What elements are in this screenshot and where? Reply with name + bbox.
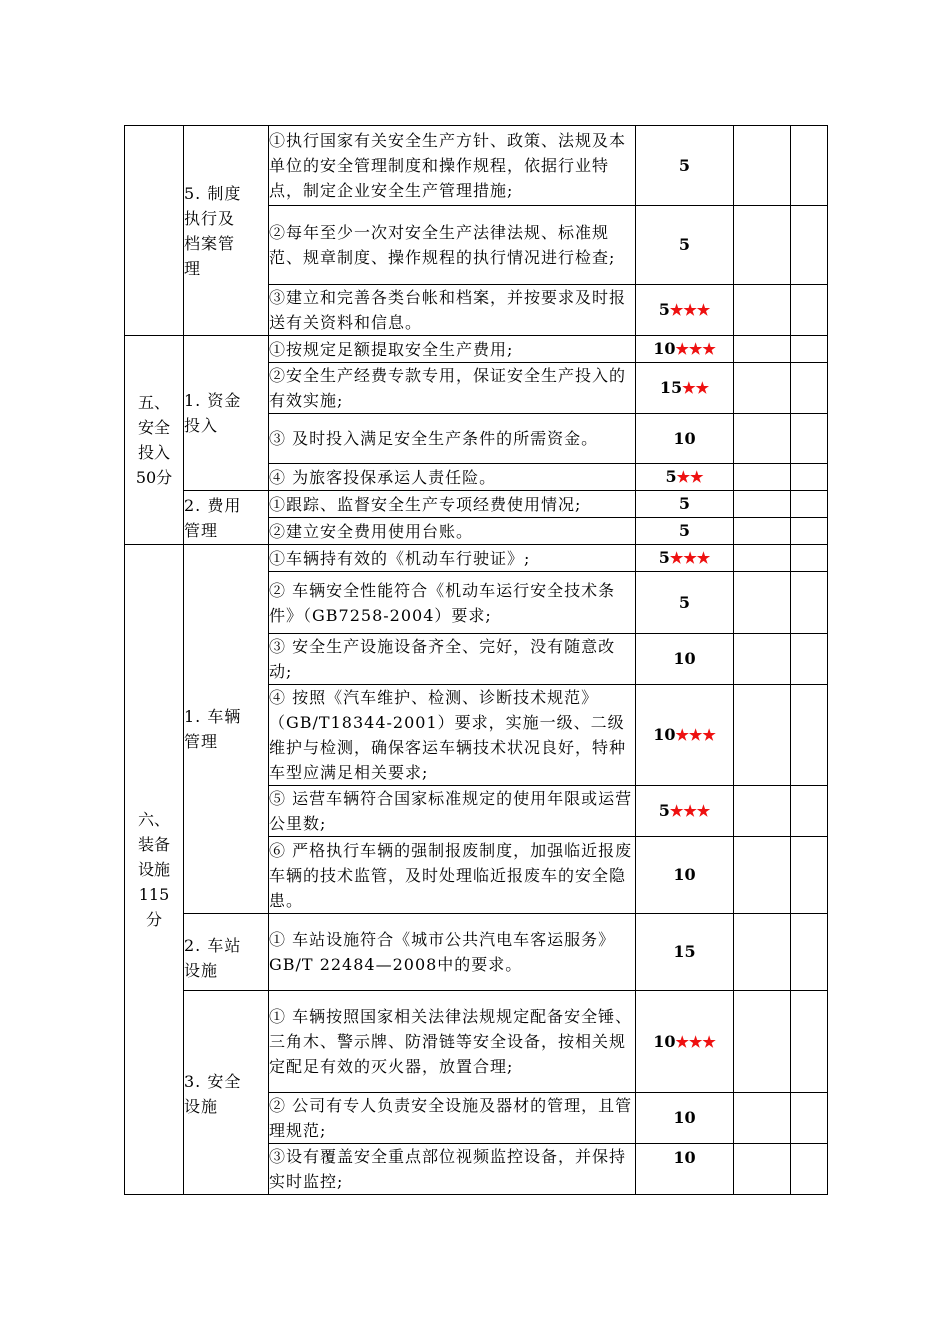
blank-cell: [791, 685, 828, 786]
score-cell: [636, 464, 734, 491]
blank-cell: [734, 491, 791, 518]
blank-cell: [734, 336, 791, 363]
score-cell: [636, 786, 734, 837]
blank-cell: [791, 634, 828, 685]
item-text: ②每年至少一次对安全生产法律法规、标准规范、规章制度、操作规程的执行情况进行检查;: [269, 206, 636, 285]
score-value: 10: [653, 1031, 676, 1051]
star-rating: ★★★: [675, 340, 716, 358]
score-value: 5: [658, 801, 670, 820]
category-equipment-facilities: 六、 装备 设施 115 分: [125, 545, 184, 1195]
blank-cell: [734, 285, 791, 336]
subcategory-station-facilities: 2. 车站 设施: [184, 914, 269, 991]
subcategory-safety-facilities: 3. 安全 设施: [184, 991, 269, 1195]
table-row: [125, 336, 828, 363]
score-value: 10: [673, 1108, 696, 1127]
item-text: ③ 安全生产设施设备齐全、完好，没有随意改动;: [269, 634, 636, 685]
blank-cell: [791, 206, 828, 285]
score-value: 15: [673, 942, 696, 961]
item-text: ② 车辆安全性能符合《机动车运行安全技术条件》（GB7258-2004）要求;: [269, 572, 636, 634]
blank-cell: [791, 363, 828, 414]
blank-cell: [734, 126, 791, 206]
score-value: 5: [658, 300, 670, 319]
score-cell: [636, 991, 734, 1093]
star-rating: ★★★: [669, 549, 711, 567]
score-value: 10: [673, 865, 696, 884]
item-text: ③建立和完善各类台帐和档案，并按要求及时报送有关资料和信息。: [269, 285, 636, 336]
score-cell: [636, 363, 734, 414]
blank-cell: [734, 914, 791, 991]
blank-cell: [791, 837, 828, 914]
star-rating: ★★★: [675, 1032, 716, 1051]
score-value: 5: [678, 155, 691, 175]
blank-cell: [734, 837, 791, 914]
score-value: 5: [678, 521, 691, 540]
subcategory-vehicle-management: 1. 车辆 管理: [184, 545, 269, 914]
table-row: [125, 491, 828, 518]
item-text: ⑤ 运营车辆符合国家标准规定的使用年限或运营公里数;: [269, 786, 636, 837]
score-cell: [636, 518, 734, 545]
score-cell: [636, 491, 734, 518]
star-rating: ★★★: [675, 726, 716, 744]
score-cell: [636, 914, 734, 991]
item-text: ⑥ 严格执行车辆的强制报废制度，加强临近报废车辆的技术监管，及时处理临近报废车的安全隐患。: [269, 837, 636, 914]
safety-standard-table: [124, 125, 828, 1195]
blank-cell: [791, 1144, 828, 1195]
blank-cell: [791, 414, 828, 464]
blank-cell: [791, 545, 828, 572]
score-cell: [636, 285, 734, 336]
blank-cell: [791, 464, 828, 491]
score-value: 5: [678, 235, 691, 254]
score-cell: [636, 837, 734, 914]
star-rating: ★★★: [669, 802, 711, 820]
table-row: [125, 126, 828, 206]
blank-cell: [734, 206, 791, 285]
item-text: ④ 为旅客投保承运人责任险。: [269, 464, 636, 491]
item-text: ②建立安全费用使用台账。: [269, 518, 636, 545]
score-cell: [636, 634, 734, 685]
score-value: 10: [673, 428, 696, 448]
score-value: 10: [673, 1148, 696, 1167]
blank-cell: [791, 336, 828, 363]
item-text: ①跟踪、监督安全生产专项经费使用情况;: [269, 491, 636, 518]
score-cell: [636, 1144, 734, 1195]
blank-cell: [734, 572, 791, 634]
star-rating: ★★: [676, 468, 704, 486]
score-cell: [636, 206, 734, 285]
item-text: ③ 及时投入满足安全生产条件的所需资金。: [269, 414, 636, 464]
subcategory-system-archives: 5. 制度 执行及 档案管 理: [184, 126, 269, 336]
blank-cell: [791, 572, 828, 634]
score-value: 5: [658, 548, 670, 567]
table-row: [125, 991, 828, 1093]
blank-cell: [791, 914, 828, 991]
item-text: ①执行国家有关安全生产方针、政策、法规及本单位的安全管理制度和操作规程，依据行业特点，制定企业安全生产管理措施;: [269, 126, 636, 206]
score-value: 10: [653, 339, 676, 358]
score-value: 10: [673, 649, 696, 668]
blank-cell: [734, 786, 791, 837]
item-text: ①车辆持有效的《机动车行驶证》;: [269, 545, 636, 572]
item-text: ① 车辆按照国家相关法律法规规定配备安全锤、三角木、警示牌、防滑链等安全设备，按相关规定配足有效的灭火器，放置合理;: [269, 991, 636, 1093]
blank-cell: [734, 464, 791, 491]
score-cell: [636, 414, 734, 464]
blank-cell: [734, 414, 791, 464]
score-cell: [636, 336, 734, 363]
score-value: 5: [678, 592, 691, 612]
blank-cell: [734, 634, 791, 685]
score-cell: [636, 545, 734, 572]
blank-cell: [791, 491, 828, 518]
subcategory-fund-investment: 1. 资金 投入: [184, 336, 269, 491]
blank-cell: [734, 991, 791, 1093]
blank-cell: [734, 1144, 791, 1195]
blank-cell: [734, 1093, 791, 1144]
score-cell: [636, 685, 734, 786]
score-value: 5: [678, 494, 691, 513]
category-cell-continued: [125, 126, 184, 336]
item-text: ①按规定足额提取安全生产费用;: [269, 336, 636, 363]
item-text: ① 车站设施符合《城市公共汽电车客运服务》GB/T 22484—2008中的要求。: [269, 914, 636, 991]
score-cell: [636, 1093, 734, 1144]
item-text: ② 公司有专人负责安全设施及器材的管理，且管理规范;: [269, 1093, 636, 1144]
blank-cell: [791, 991, 828, 1093]
item-text: ④ 按照《汽车维护、检测、诊断技术规范》（GB/T18344-2001）要求，实施一级、二级维护与检测，确保客运车辆技术状况良好，特种车型应满足相关要求;: [269, 685, 636, 786]
item-text: ②安全生产经费专款专用，保证安全生产投入的有效实施;: [269, 363, 636, 414]
blank-cell: [734, 363, 791, 414]
score-value: 10: [653, 725, 676, 744]
score-value: 15: [659, 378, 683, 397]
score-cell: [636, 572, 734, 634]
blank-cell: [791, 518, 828, 545]
table-row: [125, 914, 828, 991]
blank-cell: [791, 786, 828, 837]
blank-cell: [734, 518, 791, 545]
table-row: [125, 545, 828, 572]
category-safety-investment: 五、 安全 投入 50分: [125, 336, 184, 545]
score-value: 5: [665, 467, 677, 486]
score-cell: [636, 126, 734, 206]
star-rating: ★★★: [669, 301, 711, 319]
blank-cell: [791, 285, 828, 336]
subcategory-cost-management: 2. 费用 管理: [184, 491, 269, 545]
item-text: ③设有覆盖安全重点部位视频监控设备，并保持实时监控;: [269, 1144, 636, 1195]
star-rating: ★★: [682, 379, 710, 397]
blank-cell: [791, 1093, 828, 1144]
blank-cell: [791, 126, 828, 206]
blank-cell: [734, 545, 791, 572]
blank-cell: [734, 685, 791, 786]
